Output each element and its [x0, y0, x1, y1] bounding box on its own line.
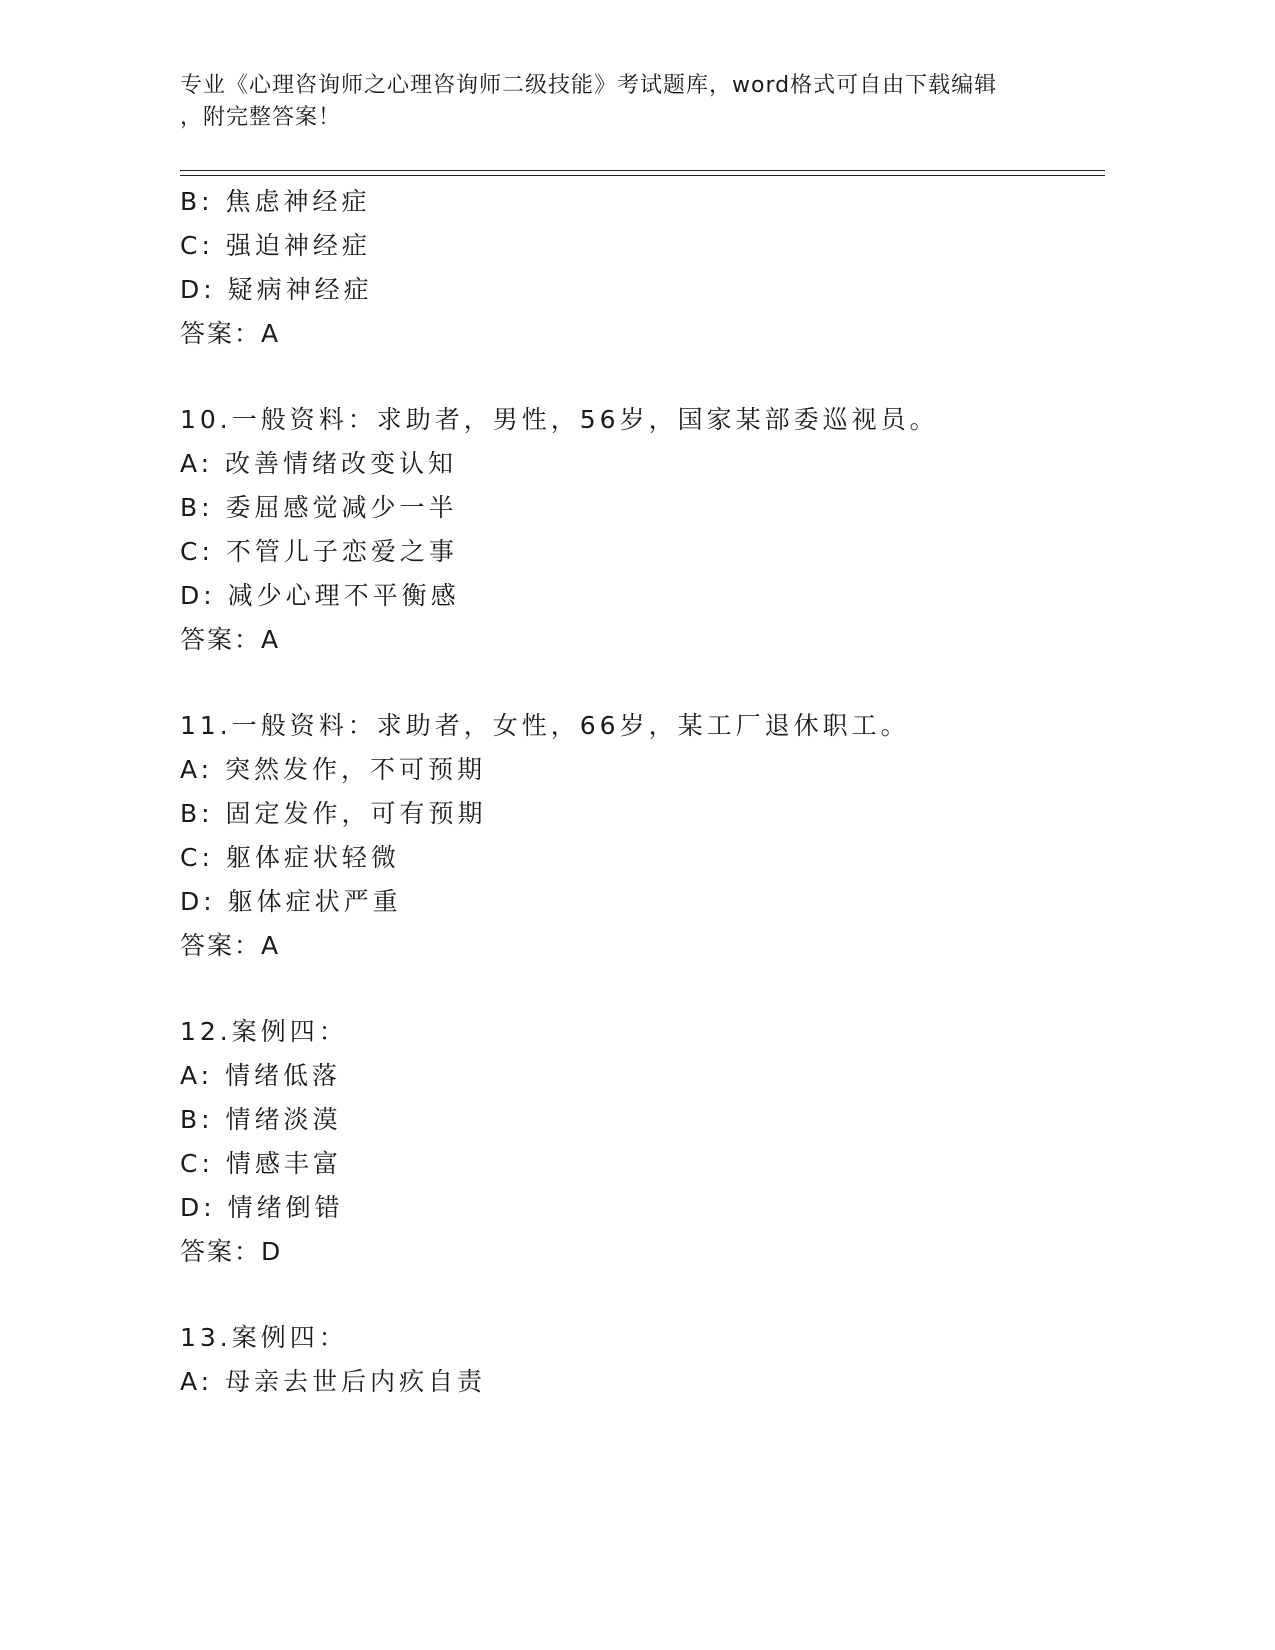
- option-line: D: 疑病神经症: [180, 275, 373, 304]
- answer-line: 答案：A: [180, 319, 281, 348]
- option-line: D: 情绪倒错: [180, 1193, 344, 1222]
- question-line: 13.案例四：: [180, 1323, 348, 1352]
- option-line: D: 躯体症状严重: [180, 887, 402, 916]
- question-list: [180, 182, 1105, 1406]
- option-line: B: 固定发作，可有预期: [180, 799, 487, 828]
- option-line: B: 委屈感觉减少一半: [180, 493, 458, 522]
- answer-line: 答案：D: [180, 1237, 283, 1266]
- page-header: [180, 70, 1040, 134]
- option-line: C: 情感丰富: [180, 1149, 342, 1178]
- question-line: 10.一般资料：求助者，男性，56岁，国家某部委巡视员。: [180, 405, 939, 434]
- option-line: D: 减少心理不平衡感: [180, 581, 460, 610]
- header-divider-bottom: [180, 175, 1105, 176]
- header-title-line-2: ，附完整答案！: [180, 105, 342, 130]
- option-line: B: 情绪淡漠: [180, 1105, 342, 1134]
- option-line: C: 不管儿子恋爱之事: [180, 537, 458, 566]
- option-line: A: 母亲去世后内疚自责: [180, 1367, 487, 1396]
- option-line: C: 强迫神经症: [180, 231, 371, 260]
- header-divider-top: [180, 170, 1105, 171]
- option-line: A: 情绪低落: [180, 1061, 342, 1090]
- option-line: A: 改善情绪改变认知: [180, 449, 458, 478]
- option-line: A: 突然发作，不可预期: [180, 755, 487, 784]
- answer-line: 答案：A: [180, 625, 281, 654]
- question-line: 11.一般资料：求助者，女性，66岁，某工厂退休职工。: [180, 711, 910, 740]
- answer-line: 答案：A: [180, 931, 281, 960]
- option-line: B: 焦虑神经症: [180, 187, 371, 216]
- question-line: 12.案例四：: [180, 1017, 348, 1046]
- header-title-line-1: 专业《心理咨询师之心理咨询师二级技能》考试题库，word格式可自由下载编辑: [180, 73, 998, 98]
- option-line: C: 躯体症状轻微: [180, 843, 400, 872]
